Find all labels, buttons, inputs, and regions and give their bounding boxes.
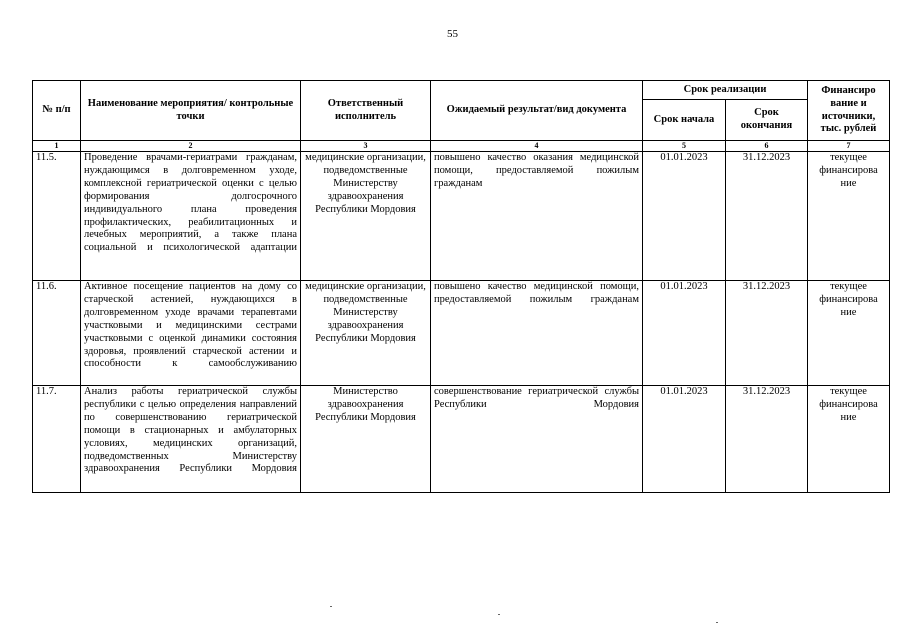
- row-number: 11.5.: [33, 152, 81, 281]
- row-end-date: 31.12.2023: [726, 386, 808, 493]
- header-name: Наименование мероприятия/ контрольные точки: [81, 81, 301, 141]
- table-row: [33, 386, 890, 493]
- row-end-date: 31.12.2023: [726, 152, 808, 281]
- column-number: 6: [726, 141, 808, 152]
- column-number: 2: [81, 141, 301, 152]
- header-result: Ожидаемый результат/вид документа: [431, 81, 643, 141]
- row-start-date: 01.01.2023: [643, 281, 726, 386]
- row-name: Проведение врачами-гериатрами гражданам, нуждающимся в долговременном уходе, комплексной гериатрической оценки с целью формирования долгосрочного индивидуального плана проведения профилактических, реабилитационных и лечебных мероприятий, а также плана социальной и психологической адаптации: [81, 152, 301, 281]
- table-row: [33, 281, 890, 386]
- row-financing: текущее финансирова ние: [808, 281, 890, 386]
- header-row: [33, 81, 890, 100]
- header-number: № п/п: [33, 81, 81, 141]
- scan-speck: [716, 622, 718, 623]
- row-number: 11.6.: [33, 281, 81, 386]
- header-executor: Ответственный исполнитель: [301, 81, 431, 141]
- header-start: Срок начала: [643, 100, 726, 141]
- row-executor: Министерство здравоохранения Республики Мордовия: [301, 386, 431, 493]
- measures-table: [32, 80, 890, 493]
- column-number: 1: [33, 141, 81, 152]
- row-start-date: 01.01.2023: [643, 386, 726, 493]
- column-number: 4: [431, 141, 643, 152]
- table-row: [33, 152, 890, 281]
- row-name: Активное посещение пациентов на дому со старческой астенией, нуждающихся в долговременном уходе врачами терапевтами участковыми и медицинскими сестрами участковыми с оценкой динамики состояния здоровья, проявлений старческой астении и способности к самообслуживанию: [81, 281, 301, 386]
- row-result: повышено качество оказания медицинской помощи, предоставляемой пожилым гражданам: [431, 152, 643, 281]
- header-period-group: Срок реализации: [643, 81, 808, 100]
- header-end: Срок окончания: [726, 100, 808, 141]
- row-result: совершенствование гериатрической службы Республики Мордовия: [431, 386, 643, 493]
- row-number: 11.7.: [33, 386, 81, 493]
- column-numbers-row: [33, 141, 890, 152]
- row-start-date: 01.01.2023: [643, 152, 726, 281]
- row-result: повышено качество медицинской помощи, предоставляемой пожилым гражданам: [431, 281, 643, 386]
- page-number: 55: [447, 28, 458, 40]
- scan-speck: [330, 606, 332, 607]
- row-financing: текущее финансирова ние: [808, 152, 890, 281]
- scan-speck: [498, 614, 500, 615]
- column-number: 5: [643, 141, 726, 152]
- row-executor: медицинские организации, подведомственные Министерству здравоохранения Республики Мордовия: [301, 281, 431, 386]
- column-number: 3: [301, 141, 431, 152]
- row-executor: медицинские организации, подведомственные Министерству здравоохранения Республики Мордовия: [301, 152, 431, 281]
- header-financing: Финансиро вание и источники, тыс. рублей: [808, 81, 890, 141]
- row-end-date: 31.12.2023: [726, 281, 808, 386]
- column-number: 7: [808, 141, 890, 152]
- row-name: Анализ работы гериатрической службы республики с целью определения направлений по совершенствованию гериатрической помощи в стационарных и амбулаторных условиях, медицинских организаций, подведомственных Министерству здравоохранения Республики Мордовия: [81, 386, 301, 493]
- row-financing: текущее финансирова ние: [808, 386, 890, 493]
